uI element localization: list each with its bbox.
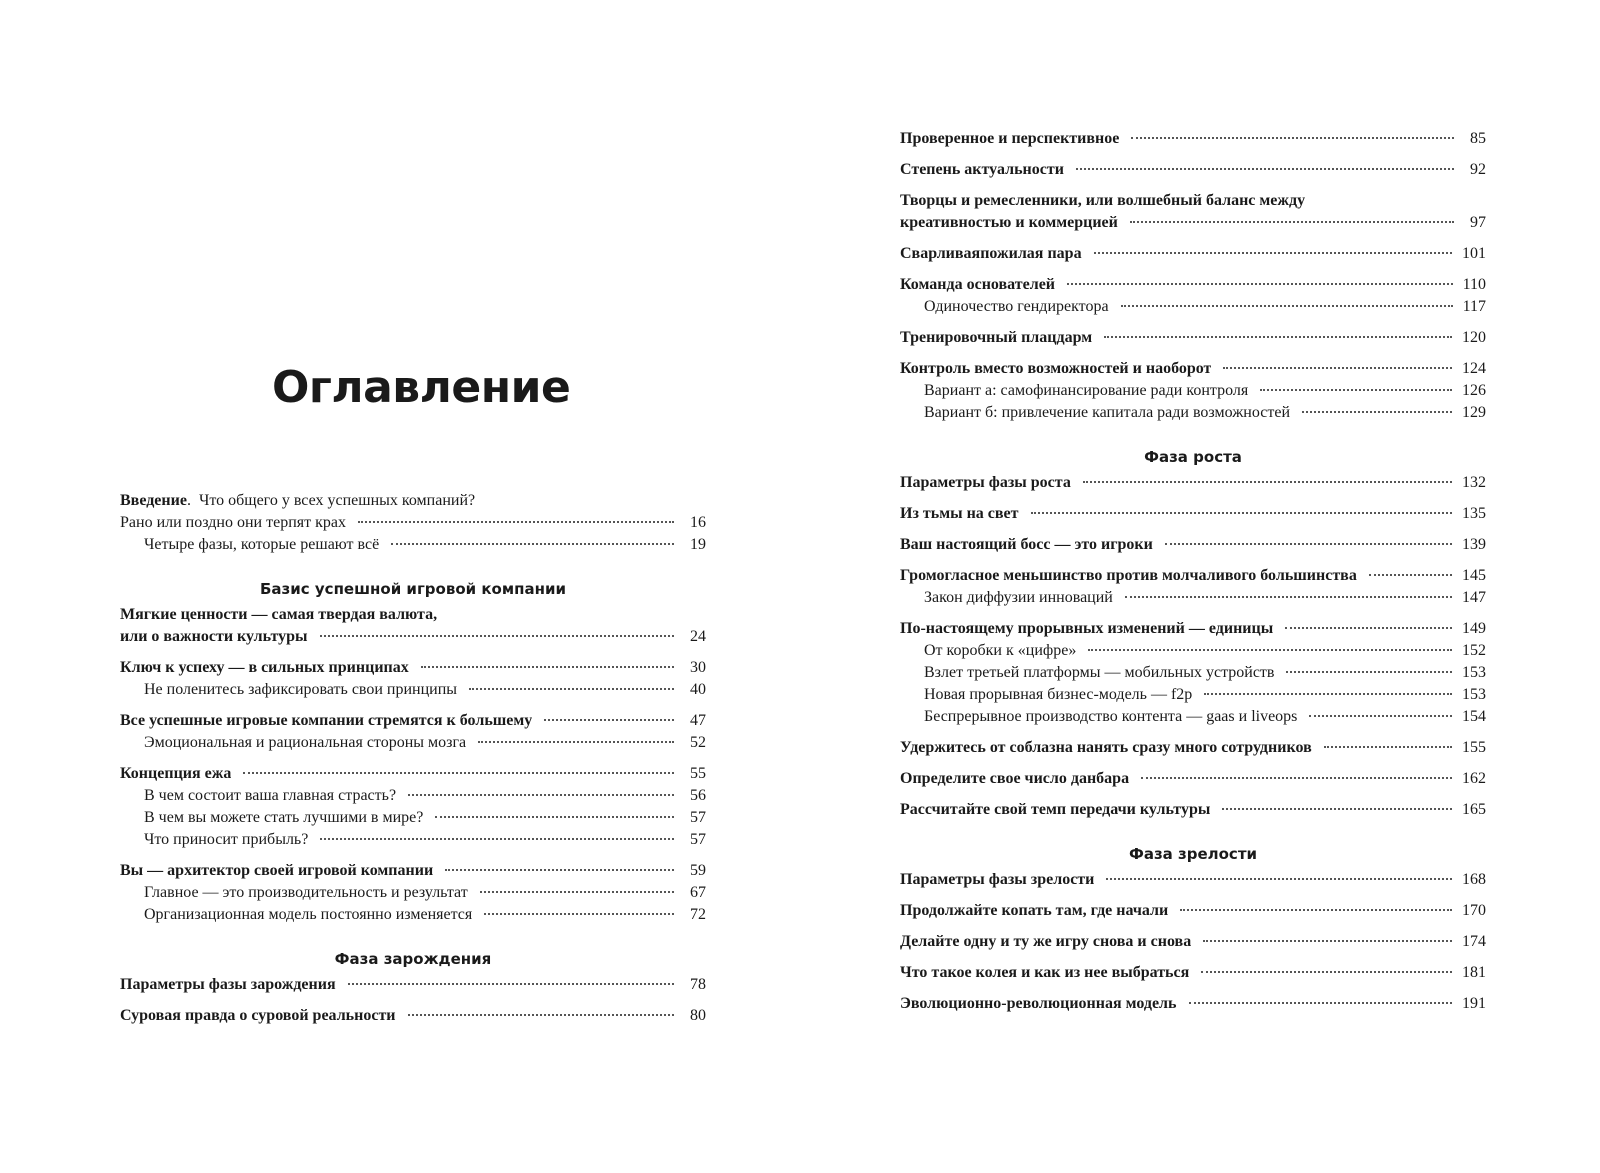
toc-entry-title: Вы — архитектор своей игровой компании <box>120 862 434 879</box>
toc-entry[interactable] <box>900 327 1486 349</box>
toc-entry-title: В чем вы можете стать лучшими в мире? <box>144 809 424 826</box>
dot-leader <box>484 913 674 915</box>
toc-entry-title: Четыре фазы, которые решают всё <box>144 536 380 553</box>
toc-subentry[interactable] <box>120 904 706 926</box>
toc-entry[interactable] <box>120 626 706 648</box>
page-number: 162 <box>1462 770 1486 787</box>
toc-entry-title: Организационная модель постоянно изменяется <box>144 906 473 923</box>
toc-entry-title: Определите свое число данбара <box>900 770 1130 787</box>
page-number: 152 <box>1462 642 1486 659</box>
dot-leader <box>1130 221 1454 223</box>
page-number: 59 <box>690 862 706 879</box>
dot-leader <box>1204 693 1452 695</box>
toc-entry-title: Суровая правда о суровой реальности <box>120 1007 396 1024</box>
toc-entry-title: Главное — это производительность и результат <box>144 884 468 901</box>
page-number: 145 <box>1462 567 1486 584</box>
page-number: 78 <box>690 976 706 993</box>
dot-leader <box>1189 1002 1453 1004</box>
page-number: 132 <box>1462 474 1486 491</box>
dot-leader <box>1076 168 1454 170</box>
toc-entry-title: Степень актуальности <box>900 161 1064 178</box>
toc-subentry[interactable] <box>900 587 1486 609</box>
dot-leader <box>1125 596 1452 598</box>
page-number: 191 <box>1462 995 1486 1012</box>
page-number: 52 <box>690 734 706 751</box>
dot-leader <box>1201 971 1452 973</box>
toc-subentry[interactable] <box>900 640 1486 662</box>
toc-entry[interactable] <box>120 512 706 534</box>
toc-entry[interactable] <box>900 962 1486 984</box>
page-number: 165 <box>1462 801 1486 818</box>
toc-entry[interactable] <box>900 900 1486 922</box>
toc-entry[interactable] <box>120 860 706 882</box>
dot-leader <box>445 869 674 871</box>
page-number: 147 <box>1462 589 1486 606</box>
page-number: 101 <box>1462 245 1486 262</box>
toc-entry-title: Эмоциональная и рациональная стороны мозга <box>144 734 467 751</box>
toc-entry-title: Продолжайте копать там, где начали <box>900 902 1169 919</box>
toc-entry[interactable] <box>900 799 1486 821</box>
dot-leader <box>391 543 674 545</box>
toc-entry-title: Закон диффузии инноваций <box>924 589 1113 606</box>
dot-leader <box>1067 283 1453 285</box>
dot-leader <box>480 891 674 893</box>
dot-leader <box>358 521 674 523</box>
toc-subentry[interactable] <box>900 684 1486 706</box>
dot-leader <box>1094 252 1452 254</box>
toc-entry-title: Вариант а: самофинансирование ради контроля <box>924 382 1249 399</box>
page-number: 149 <box>1462 620 1486 637</box>
toc-entry[interactable] <box>900 503 1486 525</box>
page-number: 110 <box>1462 276 1486 293</box>
toc-entry[interactable] <box>900 618 1486 640</box>
toc-entry-title: Все успешные игровые компании стремятся к большему <box>120 712 533 729</box>
page-number: 97 <box>1470 214 1486 231</box>
toc-entry-title: Беспрерывное производство контента — gaas и liveops <box>924 708 1298 725</box>
page-number: 19 <box>690 536 706 553</box>
page-number: 40 <box>690 681 706 698</box>
dot-leader <box>1088 649 1452 651</box>
toc-entry-title: Что приносит прибыль? <box>144 831 309 848</box>
toc-subentry[interactable] <box>120 829 706 851</box>
dot-leader <box>1369 574 1452 576</box>
toc-entry-title: От коробки к «цифре» <box>924 642 1077 659</box>
dot-leader <box>320 838 674 840</box>
page-number: 57 <box>690 831 706 848</box>
dot-leader <box>478 741 674 743</box>
toc-entry-title: Команда основателей <box>900 276 1056 293</box>
toc-subentry[interactable] <box>120 534 706 556</box>
toc-entry-title: Одиночество гендиректора <box>924 298 1109 315</box>
toc-subentry[interactable] <box>900 402 1486 424</box>
toc-entry-title: креативностью и коммерцией <box>900 214 1118 231</box>
toc-subentry[interactable] <box>120 807 706 829</box>
dot-leader <box>1302 411 1452 413</box>
toc-entry-title: Контроль вместо возможностей и наоборот <box>900 360 1212 377</box>
page-number: 72 <box>690 906 706 923</box>
page-number: 139 <box>1462 536 1486 553</box>
page-number: 153 <box>1462 686 1486 703</box>
page-number: 57 <box>690 809 706 826</box>
toc-subentry[interactable] <box>900 380 1486 402</box>
dot-leader <box>1309 715 1452 717</box>
page-number: 174 <box>1462 933 1486 950</box>
toc-entry-title: Тренировочный плацдарм <box>900 329 1093 346</box>
dot-leader <box>1165 543 1452 545</box>
toc-entry[interactable] <box>900 243 1486 265</box>
dot-leader <box>544 719 674 721</box>
toc-entry-title: Взлет третьей платформы — мобильных устройств <box>924 664 1275 681</box>
page-number: 47 <box>690 712 706 729</box>
toc-entry[interactable] <box>120 974 706 996</box>
toc-entry-title: Параметры фазы зарождения <box>120 976 336 993</box>
page-number: 67 <box>690 884 706 901</box>
toc-entry[interactable] <box>900 212 1486 234</box>
page-number: 170 <box>1462 902 1486 919</box>
toc-entry-title: Рано или поздно они терпят крах <box>120 514 346 531</box>
toc-entry-title: Проверенное и перспективное <box>900 130 1120 147</box>
intro-entry: Введение. Что общего у всех успешных компаний? <box>120 492 476 509</box>
toc-entry-title: Ключ к успеху — в сильных принципах <box>120 659 409 676</box>
dot-leader <box>348 983 674 985</box>
toc-entry[interactable] <box>900 768 1486 790</box>
section-heading: Фаза роста <box>1144 448 1242 466</box>
toc-entry-title: По-настоящему прорывных изменений — единицы <box>900 620 1274 637</box>
toc-entry-title: Что такое колея и как из нее выбраться <box>900 964 1190 981</box>
dot-leader <box>1031 512 1452 514</box>
dot-leader <box>408 1014 674 1016</box>
toc-entry-title: Не поленитесь зафиксировать свои принципы <box>144 681 458 698</box>
toc-entry-title-line: Мягкие ценности — самая твердая валюта, <box>120 606 438 623</box>
dot-leader <box>1285 627 1452 629</box>
toc-entry[interactable] <box>900 274 1486 296</box>
toc-entry-title: Удержитесь от соблазна нанять сразу много сотрудников <box>900 739 1312 756</box>
toc-entry-title: В чем состоит ваша главная страсть? <box>144 787 397 804</box>
page-number: 168 <box>1462 871 1486 888</box>
toc-entry-title: Делайте одну и ту же игру снова и снова <box>900 933 1192 950</box>
toc-entry[interactable] <box>900 931 1486 953</box>
page-number: 24 <box>690 628 706 645</box>
dot-leader <box>243 772 674 774</box>
dot-leader <box>1222 808 1452 810</box>
toc-right-column <box>900 128 1486 1015</box>
section-heading: Базис успешной игровой компании <box>260 580 566 598</box>
page-number: 124 <box>1462 360 1486 377</box>
dot-leader <box>1141 777 1452 779</box>
toc-entry[interactable] <box>120 763 706 785</box>
toc-subentry[interactable] <box>120 785 706 807</box>
dot-leader <box>1286 671 1452 673</box>
page-number: 85 <box>1470 130 1486 147</box>
dot-leader <box>320 635 674 637</box>
toc-entry-title: Громогласное меньшинство против молчаливого большинства <box>900 567 1357 584</box>
page-number: 181 <box>1462 964 1486 981</box>
page-number: 129 <box>1462 404 1486 421</box>
dot-leader <box>1083 481 1452 483</box>
toc-entry-title: Эволюционно-революционная модель <box>900 995 1177 1012</box>
dot-leader <box>1121 305 1453 307</box>
intro-subtitle: Что общего у всех успешных компаний? <box>198 492 476 509</box>
dot-leader <box>1180 909 1452 911</box>
toc-entry-title: Ваш настоящий босс — это игроки <box>900 536 1153 553</box>
toc-entry[interactable] <box>900 159 1486 181</box>
dot-leader <box>1104 336 1452 338</box>
dot-leader <box>1260 389 1452 391</box>
toc-entry[interactable] <box>900 358 1486 380</box>
page-number: 126 <box>1462 382 1486 399</box>
toc-entry-title: Новая прорывная бизнес-модель — f2p <box>924 686 1193 703</box>
toc-entry[interactable] <box>120 710 706 732</box>
toc-entry-title-line: Творцы и ремесленники, или волшебный баланс между <box>900 192 1306 209</box>
toc-entry[interactable] <box>900 737 1486 759</box>
section-heading: Фаза зрелости <box>1128 845 1258 863</box>
dot-leader <box>1223 367 1452 369</box>
toc-subentry[interactable] <box>120 732 706 754</box>
toc-entry[interactable] <box>120 657 706 679</box>
toc-left-column <box>120 490 706 1027</box>
dot-leader <box>469 688 674 690</box>
page-number: 92 <box>1470 161 1486 178</box>
page-number: 120 <box>1462 329 1486 346</box>
toc-entry[interactable] <box>900 993 1486 1015</box>
dot-leader <box>435 816 674 818</box>
section-heading: Фаза зарождения <box>334 950 492 968</box>
toc-entry[interactable] <box>900 472 1486 494</box>
toc-entry[interactable] <box>900 128 1486 150</box>
toc-subentry[interactable] <box>900 296 1486 318</box>
page-number: 56 <box>690 787 706 804</box>
page-number: 135 <box>1462 505 1486 522</box>
toc-entry-title: или о важности культуры <box>120 628 308 645</box>
page-number: 80 <box>690 1007 706 1024</box>
toc-entry-title: Вариант б: привлечение капитала ради возможностей <box>924 404 1291 421</box>
toc-entry-title: Концепция ежа <box>120 765 232 782</box>
toc-subentry[interactable] <box>900 662 1486 684</box>
page-number: 30 <box>690 659 706 676</box>
intro-label: Введение <box>120 492 187 509</box>
toc-entry-title: Рассчитайте свой темп передачи культуры <box>900 801 1211 818</box>
dot-leader <box>408 794 674 796</box>
toc-entry-title: Сварливаяпожилая пара <box>900 245 1082 262</box>
toc-entry-title: Из тьмы на свет <box>900 505 1019 522</box>
dot-leader <box>1203 940 1452 942</box>
page-number: 117 <box>1462 298 1486 315</box>
toc-subentry[interactable] <box>900 706 1486 728</box>
page-number: 155 <box>1462 739 1486 756</box>
page-number: 16 <box>690 514 706 531</box>
toc-entry-title: Параметры фазы зрелости <box>900 871 1095 888</box>
page-number: 153 <box>1462 664 1486 681</box>
page-number: 154 <box>1462 708 1486 725</box>
page-title: Оглавление <box>272 362 571 413</box>
toc-subentry[interactable] <box>120 679 706 701</box>
dot-leader <box>1106 878 1452 880</box>
page-number: 55 <box>690 765 706 782</box>
dot-leader <box>421 666 674 668</box>
toc-entry[interactable] <box>900 869 1486 891</box>
dot-leader <box>1324 746 1452 748</box>
toc-entry[interactable] <box>900 534 1486 556</box>
toc-entry[interactable] <box>900 565 1486 587</box>
toc-entry[interactable] <box>120 1005 706 1027</box>
dot-leader <box>1131 137 1454 139</box>
toc-subentry[interactable] <box>120 882 706 904</box>
toc-entry-title: Параметры фазы роста <box>900 474 1071 491</box>
